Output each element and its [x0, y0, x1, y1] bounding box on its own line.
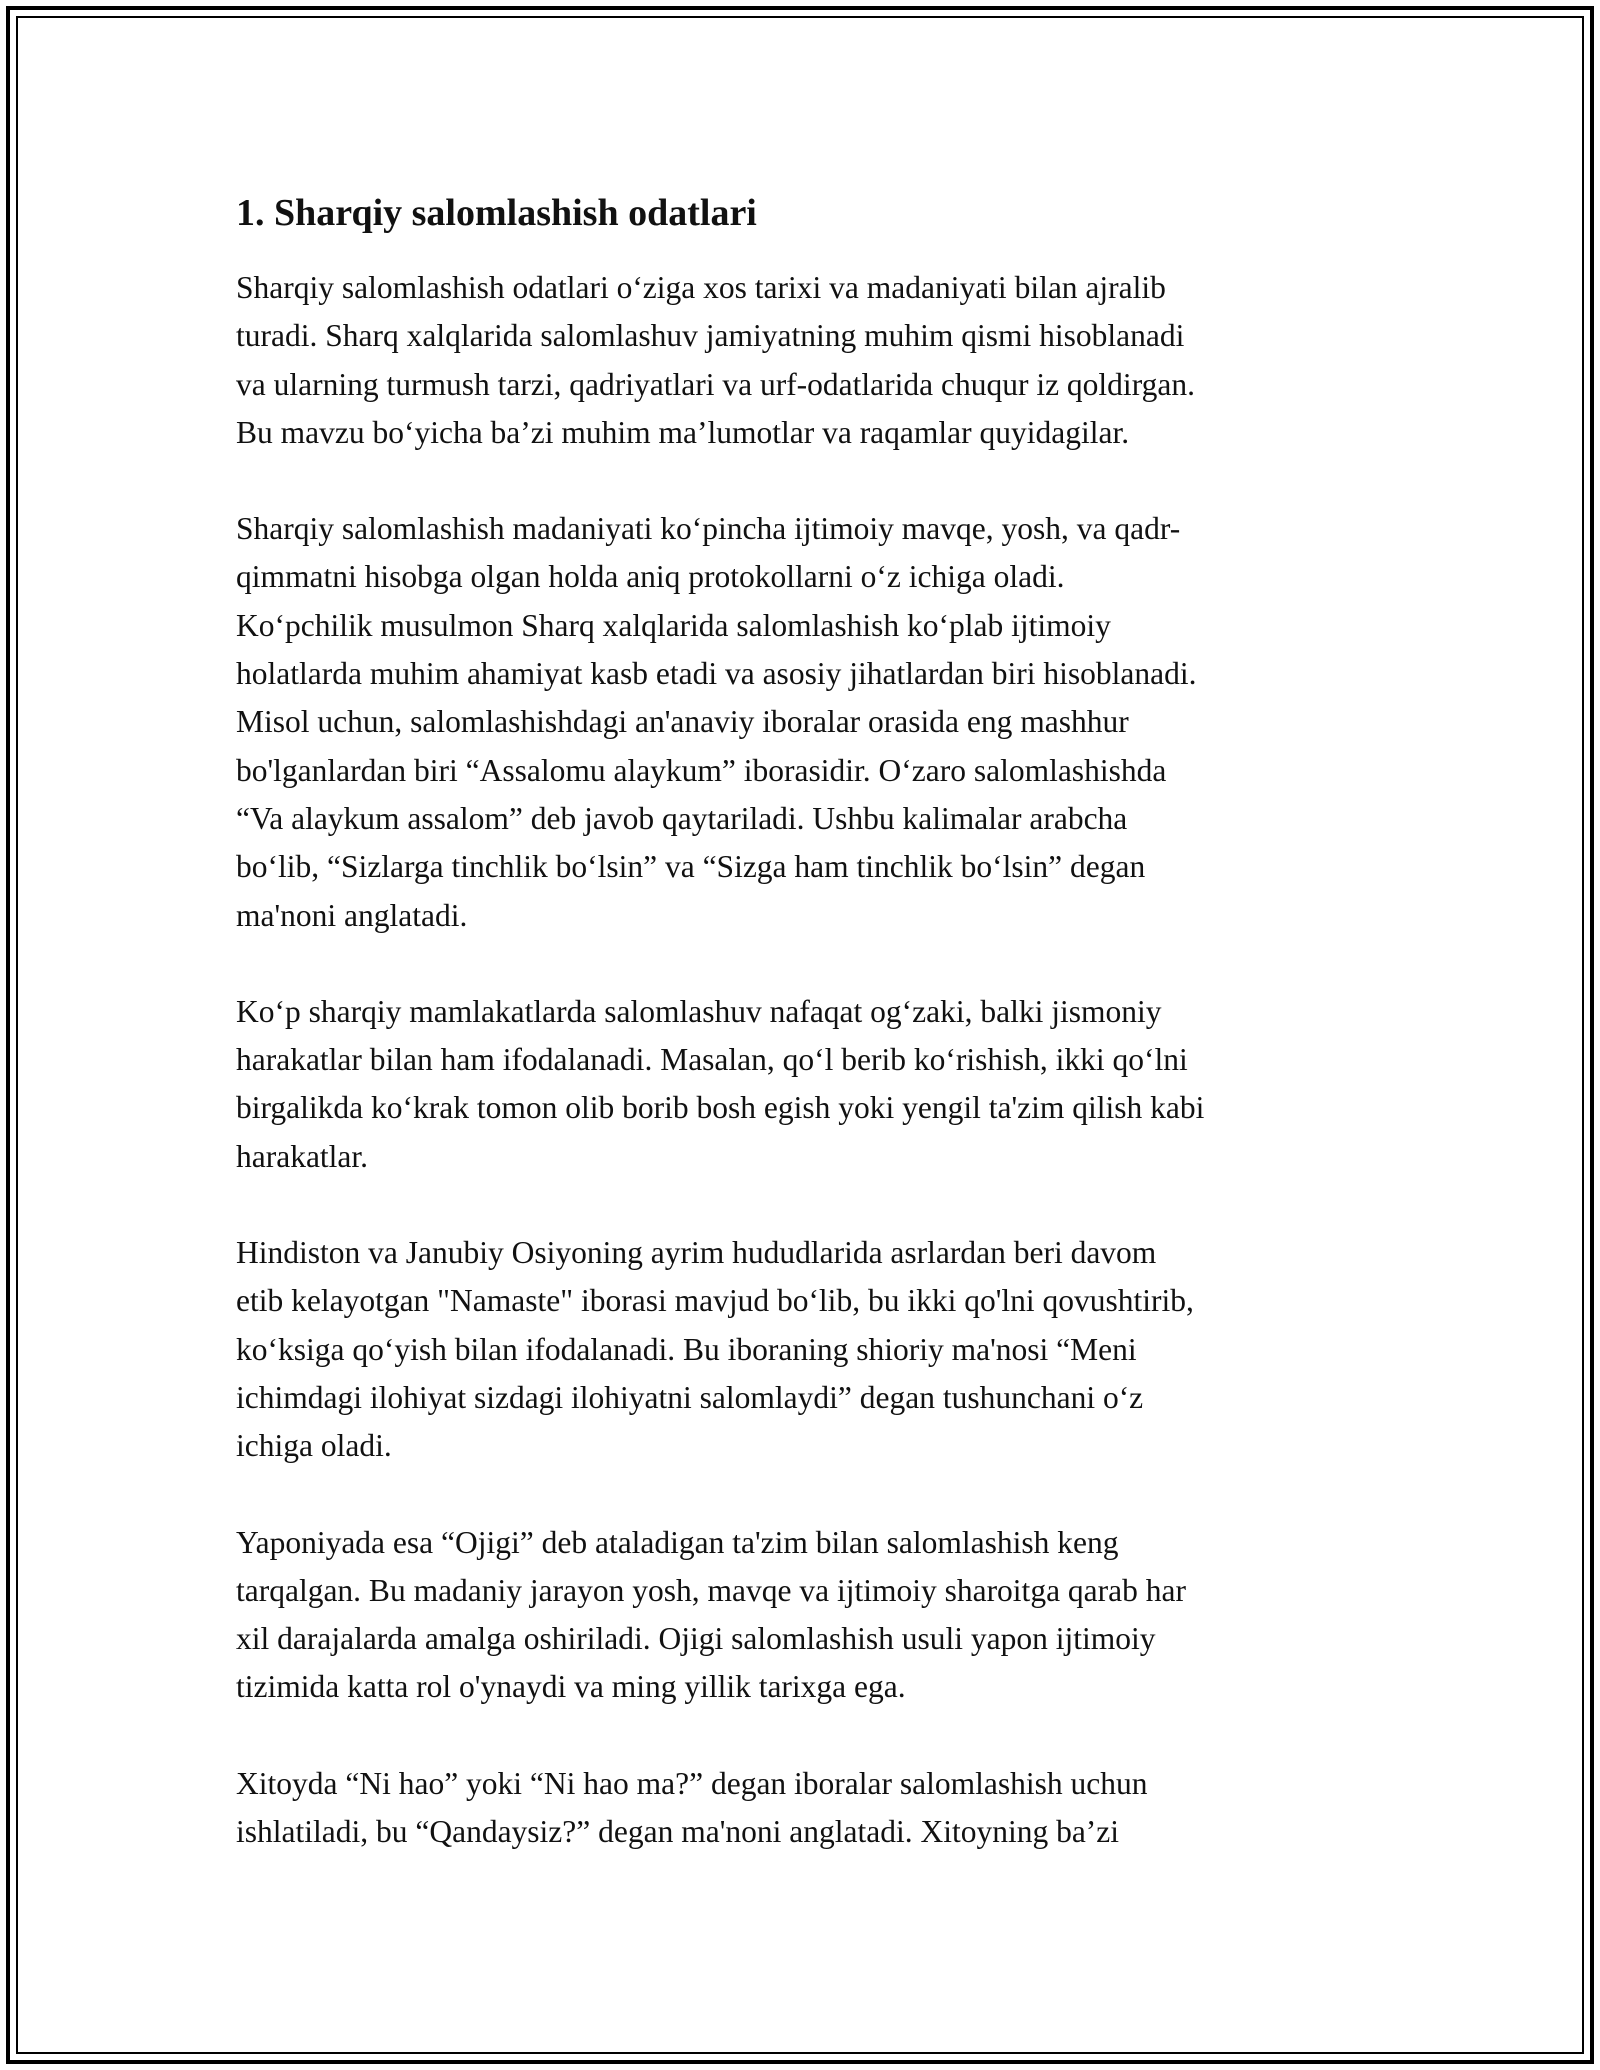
text-line: ma'noni anglatadi.	[236, 897, 468, 933]
paragraph-6	[236, 1760, 1376, 1857]
text-line: Misol uchun, salomlashishdagi an'anaviy iboralar orasida eng mashhur	[236, 704, 1129, 740]
text-line: ichiga oladi.	[236, 1428, 392, 1464]
text-line: Bu mavzu bo‘yicha ba’zi muhim ma’lumotlar va raqamlar quyidagilar.	[236, 414, 1130, 450]
text-line: Xitoyda “Ni hao” yoki “Ni hao ma?” degan iboralar salomlashish uchun	[236, 1765, 1148, 1801]
text-line: qimmatni hisobga olgan holda aniq protokollarni o‘z ichiga oladi.	[236, 559, 1065, 595]
text-line: birgalikda ko‘krak tomon olib borib bosh egish yoki yengil ta'zim qilish kabi	[236, 1090, 1205, 1126]
text-line: ishlatiladi, bu “Qandaysiz?” degan ma'noni anglatadi. Xitoyning ba’zi	[236, 1814, 1120, 1850]
section-heading: 1. Sharqiy salomlashish odatlari	[236, 192, 757, 234]
text-line: ko‘ksiga qo‘yish bilan ifodalanadi. Bu iboraning shioriy ma'nosi “Meni	[236, 1331, 1137, 1367]
text-line: Ko‘p sharqiy mamlakatlarda salomlashuv nafaqat og‘zaki, balki jismoniy	[236, 993, 1162, 1029]
text-line: harakatlar bilan ham ifodalanadi. Masalan, qo‘l berib ko‘rishish, ikki qo‘lni	[236, 1042, 1188, 1078]
text-line: Hindiston va Janubiy Osiyoning ayrim hududlarida asrlardan beri davom	[236, 1235, 1157, 1271]
paragraph-3	[236, 988, 1376, 1181]
text-line: tizimida katta rol o'ynaydi va ming yillik tarixga ega.	[236, 1669, 906, 1705]
paragraph-5	[236, 1519, 1376, 1712]
text-line: xil darajalarda amalga oshiriladi. Ojigi salomlashish usuli yapon ijtimoiy	[236, 1621, 1156, 1657]
text-line: turadi. Sharq xalqlarida salomlashuv jamiyatning muhim qismi hisoblanadi	[236, 318, 1185, 354]
text-line: Yaponiyada esa “Ojigi” deb ataladigan ta'zim bilan salomlashish keng	[236, 1524, 1119, 1560]
text-line: bo‘lib, “Sizlarga tinchlik bo‘lsin” va “Sizga ham tinchlik bo‘lsin” degan	[236, 849, 1146, 885]
text-line: ichimdagi ilohiyat sizdagi ilohiyatni salomlaydi” degan tushunchani o‘z	[236, 1379, 1144, 1415]
text-line: “Va alaykum assalom” deb javob qaytariladi. Ushbu kalimalar arabcha	[236, 800, 1128, 836]
text-line: holatlarda muhim ahamiyat kasb etadi va asosiy jihatlardan biri hisoblanadi.	[236, 656, 1197, 692]
paragraph-2	[236, 505, 1376, 940]
text-line: va ularning turmush tarzi, qadriyatlari va urf-odatlarida chuqur iz qoldirgan.	[236, 366, 1195, 402]
paragraph-1	[236, 264, 1376, 457]
text-line: tarqalgan. Bu madaniy jarayon yosh, mavqe va ijtimoiy sharoitga qarab har	[236, 1572, 1186, 1608]
paragraph-4	[236, 1229, 1376, 1470]
text-line: bo'lganlardan biri “Assalomu alaykum” iborasidir. O‘zaro salomlashishda	[236, 752, 1167, 788]
text-line: etib kelayotgan "Namaste" iborasi mavjud bo‘lib, bu ikki qo'lni qovushtirib,	[236, 1283, 1194, 1319]
text-line: Sharqiy salomlashish madaniyati ko‘pincha ijtimoiy mavqe, yosh, va qadr-	[236, 511, 1181, 547]
text-line: harakatlar.	[236, 1138, 369, 1174]
document-body	[236, 184, 1376, 1904]
text-line: Sharqiy salomlashish odatlari o‘ziga xos tarixi va madaniyati bilan ajralib	[236, 270, 1166, 305]
text-line: Ko‘pchilik musulmon Sharq xalqlarida salomlashish ko‘plab ijtimoiy	[236, 607, 1111, 643]
